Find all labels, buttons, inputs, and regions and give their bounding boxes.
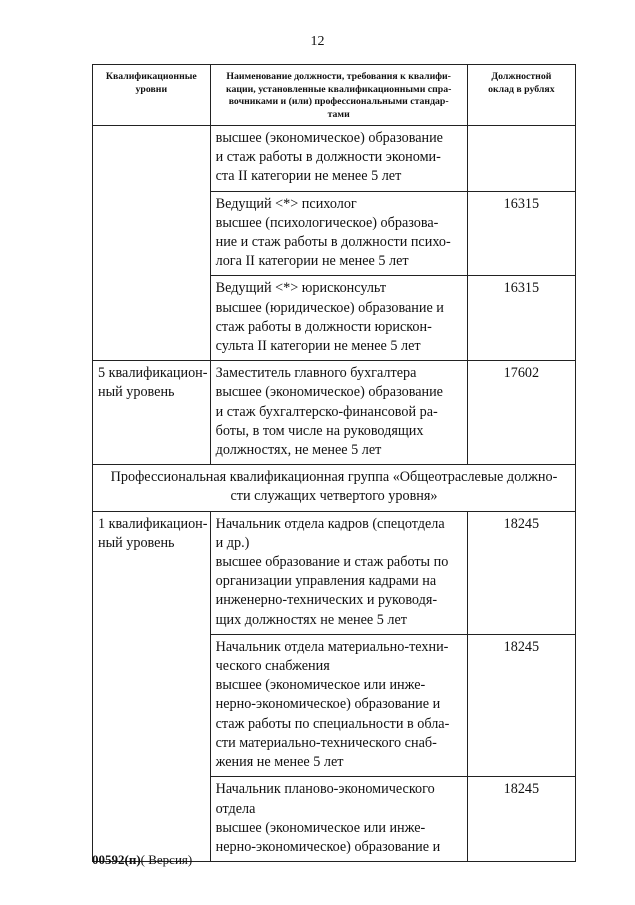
position-line: Ведущий <*> психолог — [215, 195, 357, 212]
position-line: щих должностях не менее 5 лет — [215, 611, 407, 628]
position-line: и стаж работы в должности экономи- — [215, 149, 441, 166]
position-line: Начальник отдела материально-техни- — [215, 638, 449, 655]
position-line: ста II категории не менее 5 лет — [215, 168, 402, 185]
table-row — [93, 126, 576, 192]
position-cell — [210, 361, 467, 465]
salary-cell: 18245 — [467, 634, 575, 776]
header-text: вочниками и (или) профессиональными стандар- — [228, 96, 449, 107]
salary-cell: 18245 — [467, 511, 575, 634]
position-line: Начальник планово-экономического — [215, 781, 435, 798]
position-line: высшее (экономическое) образование — [215, 384, 443, 401]
group-title — [93, 465, 576, 511]
position-line: и стаж бухгалтерско-финансовой ра- — [215, 403, 438, 420]
position-cell — [210, 276, 467, 361]
header-text: Наименование должности, требования к квалифи- — [226, 71, 451, 82]
position-line: высшее (экономическое или инже- — [215, 819, 426, 836]
position-line: Ведущий <*> юрисконсульт — [215, 280, 387, 297]
position-line: высшее образование и стаж работы по — [215, 554, 449, 571]
salary-cell: 18245 — [467, 777, 575, 862]
position-cell — [210, 634, 467, 776]
group-title-line: сти служащих четвертого уровня» — [230, 488, 438, 505]
level-line: 5 квалификацион- — [98, 365, 208, 382]
table-row — [93, 361, 576, 465]
group-title-row — [93, 465, 576, 511]
position-line: ние и стаж работы в должности психо- — [215, 234, 451, 251]
header-text: уровни — [135, 83, 168, 95]
position-line: высшее (психологическое) образова- — [215, 214, 439, 231]
position-line: сти материально-технического снаб- — [215, 734, 437, 751]
page-number: 12 — [310, 34, 325, 49]
position-line: жения не менее 5 лет — [215, 754, 344, 771]
level-line: ный уровень — [98, 384, 175, 401]
header-text: кации, установленные квалификационными спра- — [225, 83, 452, 95]
header-qualification-levels — [93, 65, 211, 126]
salary-cell: 16315 — [467, 276, 575, 361]
position-cell — [210, 511, 467, 634]
level-line: ный уровень — [98, 534, 175, 551]
table-row — [93, 511, 576, 634]
document-code: 00592(п) — [92, 852, 141, 867]
position-cell — [210, 126, 467, 192]
position-line: Начальник отдела кадров (спецотдела — [215, 515, 445, 532]
table-header-row — [93, 65, 576, 126]
position-line: сульта II категории не менее 5 лет — [215, 338, 421, 355]
position-line: лога II категории не менее 5 лет — [215, 253, 409, 270]
header-text: Квалификационные — [105, 71, 197, 82]
header-text: оклад в рублях — [488, 83, 555, 95]
position-line: нерно-экономическое) образование и — [215, 838, 441, 855]
position-line: ческого снабжения — [215, 658, 330, 675]
position-line: высшее (экономическое) образование — [215, 130, 443, 146]
salary-cell — [467, 126, 575, 192]
header-salary — [467, 65, 575, 126]
group-title-line: Профессиональная квалификационная группа «Общеотраслевые должно- — [110, 469, 558, 486]
document-version: ( Версия) — [140, 852, 193, 867]
level-cell — [93, 361, 211, 465]
salary-cell: 17602 — [467, 361, 575, 465]
position-cell — [210, 191, 467, 276]
salary-cell: 16315 — [467, 191, 575, 276]
level-cell — [93, 511, 211, 861]
position-line: стаж работы в должности юрискон- — [215, 318, 432, 335]
position-line: боты, в том числе на руководящих — [215, 422, 424, 439]
qualification-table — [92, 64, 576, 862]
position-line: организации управления кадрами на — [215, 573, 437, 590]
position-line: нерно-экономическое) образование и — [215, 696, 441, 713]
position-line: высшее (экономическое или инже- — [215, 677, 426, 694]
document-footer — [92, 852, 192, 868]
level-cell — [93, 126, 211, 361]
header-text: Должностной — [491, 71, 552, 82]
position-line: стаж работы по специальности в обла- — [215, 715, 450, 732]
position-line: высшее (юридическое) образование и — [215, 299, 444, 316]
position-line: Заместитель главного бухгалтера — [215, 365, 417, 382]
position-cell — [210, 777, 467, 862]
position-line: отдела — [215, 800, 256, 817]
level-line: 1 квалификацион- — [98, 515, 208, 532]
position-line: должностях, не менее 5 лет — [215, 442, 382, 459]
header-position-requirements — [210, 65, 467, 126]
position-line: и др.) — [215, 534, 250, 551]
position-line: инженерно-технических и руководя- — [215, 592, 438, 609]
header-text: тами — [327, 108, 350, 120]
